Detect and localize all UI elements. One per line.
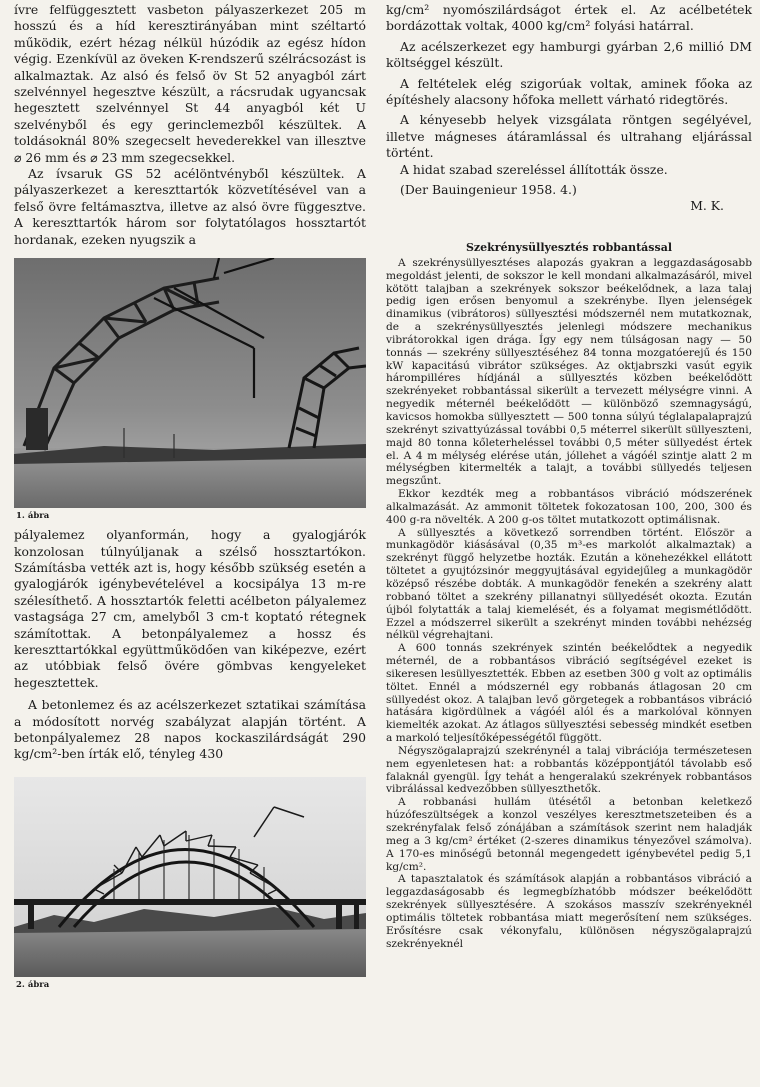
figure-2-photo [14,777,366,977]
article-paragraph: A süllyesztés a következő sorrendben történt. Először a munkagödör kiásásával (0,35 m³-es markolót alkalmaztak) a szekrényt függő helyzetbe hozták. Ezután a könehezékkel ellátott töltetet a gyujtózsinór meggyujtásával egyidejűleg a munkagödör középső részébe dobták. A munkagödör fenekén a szekrény alatt robbanó töltet a szekrény pillanatnyi süllyedését okozta. Ezután újból folytatták a talaj kiemelését, és a folyamat megismétlődött. Ezzel a módszerrel sikerült a szekrényt minden további nehézség nélkül végrehajtani. [386,526,752,642]
left-paragraph-4: A betonlemez és az acélszerkezet sztatikai számítása a módosított norvég szabályzat alapján történt. A betonpályalemez 28 napos kockaszilárdságát 290 kg/cm²-ben írták elő, tényleg 430 [14,697,366,762]
figure-1-caption: 1. ábra [16,511,50,522]
left-column [14,0,366,996]
article-paragraph: A tapasztalatok és számítások alapján a robbantásos vibráció a leggazdaságosabb és legmegbízhatóbb módszer beékelődött szekrények süllyesztésére. A szokásos masszív szekrényeknél optimális töltetek robbantása miatt megerősítení nem szükséges. Erősítésre csak vékonyfalu, különösen négyszögalaprajzú szekrényeknél [386,873,752,950]
article-paragraph: Négyszögalaprajzú szekrénynél a talaj vibrációja természetesen nem egyenletesen hat: a robbantás középpontjától távolabb eső falaknál gyengül. Így tehát a hengeralakú szekrények robbantásos vibrálással kedvezőbben süllyeszthetők. [386,744,752,796]
left-paragraph-3: pályalemez olyanformán, hogy a gyalogjárók konzolosan túlnyúljanak a szélső hossztartókon. Számításba vették azt is, hogy később szükség esetén a gyalogjárók igénybevételével a kocsipálya 13 m-re szélesíthető. A hossztartók feletti acélbeton pályalemez vastagsága 27 cm, amelyből 3 cm-t koptató rétegnek számítottak. A betonpályalemez a hossz és kereszttartókkal együttműködően van kiképezve, ezért az utóbbiak felső övére gömbvas kengyeleket hegesztettek. [14,527,366,690]
left-paragraph-2: Az ívsaruk GS 52 acélöntvényből készültek. A pályaszerkezet a kereszttartók közvetítésével van a felső övre feltámasztva, illetve az alsó övre függesztve. A kereszttartók három sor folytatólagos hossztartót hordanak, ezeken nyugszik a [14,166,366,247]
article-paragraph: A robbanási hullám ütésétől a betonban keletkező húzófeszültségek a konzol veszélyes keresztmetszeteiben és a szekrényfalak felső zónájában a számítások szerint nem haladják meg a 3 kg/cm² értéket (2-szeres dinamikus tényezővel számolva). A 170-es minőségű betonnál megengedett igénybevétel pedig 5,1 kg/cm². [386,796,752,873]
article-title: Szekrénysüllyesztés robbantással [465,240,672,254]
figure-2-caption: 2. ábra [16,979,50,990]
author-initials: M. K. [690,198,724,214]
right-column [386,0,752,950]
article-body [386,257,752,951]
right-paragraph-5: A hidat szabad szereléssel állították össze. [400,161,668,177]
figure-1-photo [14,258,366,508]
bridge-construction-photo-1 [14,258,366,508]
left-paragraph-1: ívre felfüggesztett vasbeton pályaszerkezet 205 m hosszú és a híd keresztirányában mint széltartó működik, ezért hézag nélkül húzódik az egész hídon végig. Ezenkívül az öveken K-rendszerű szélrácsozást is alkalmaztak. Az alsó és felső öv St 52 anyagból zárt szelvénnyel hegesztve készült, a rácsrudak ugyancsak hegesztett szelvénnyel St 44 anyagból két U szelvényből és egy gerinclemezből készültek. A toldásoknál 80% szegecselt hevederekkel van illesztve ⌀ 26 mm és ⌀ 23 mm szegecsekkel. [14,2,366,165]
article-paragraph: Ekkor kezdték meg a robbantásos vibráció módszerének alkalmazását. Az ammonit töltetek fokozatosan 100, 200, 300 és 400 g-ra növelték. A 200 g-os töltet mutatkozott optimálisnak. [386,488,752,526]
right-paragraph-3: A feltételek elég szigorúak voltak, aminek főoka az építéshely alacsony hőfoka mellett várható ridegtörés. [386,75,752,108]
article-paragraph: A 600 tonnás szekrények szintén beékelődtek a negyedik méternél, de a robbantásos vibráció segítségével ezeket is sikeresen lesüllyesztették. Ebben az esetben 300 g volt az optimális töltet. Ennél a módszernél egy robbanás átlagosan 20 cm süllyedést okoz. A talajban levő görgetegek a robbantásos vibráció hatására kigördülnek a vágóél alól és a markolóval könnyen kiemelték azokat. Az átlagos süllyesztési sebesség mindkét esetben a markoló teljesítőképességétől függött. [386,642,752,745]
right-paragraph-2: Az acélszerkezet egy hamburgi gyárban 2,6 millió DM költséggel készült. [386,38,752,71]
article-paragraph: A szekrénysüllyesztéses alapozás gyakran a leggazdaságosabb megoldást jelenti, de sokszor le kell mondani alkalmazásáról, mivel kötött talajban a szekrények sokszor beékelődnek, a laza talaj pedig igen erősen benyomul a szekrénybe. Ilyen jelenségek dinamikus (vibrátoros) süllyesztési módszernél nem mutatkoznak, de a szekrénysüllyesztés jelenlegi módszere mechanikus vibrátorokkal igen drága. Így egy nem túlságosan nagy — 50 tonnás — szekrény süllyesztéséhez 84 tonna mozgatóerejű és 150 kW kapacitású vibrátor szükséges. Az oktjabrszki vasút egyik hárompilléres hídjánál a süllyesztés közben beékelődött szekrényeket robbantással sikerült a tervezett mélységre vinni. A negyedik méternél beékelődött — különböző szemnagyságú, kavicsos homokba süllyesztett — 500 tonna súlyú téglalapalaprajzú szekrényt szivattyúzással további 0,5 méterrel sikerült süllyeszteni, majd 80 tonna kőleterheléssel további 0,5 méter süllyedést értek el. A 4 m mélység elérése után, jóllehet a vágóél szintje alatt 2 m mélységben kitermelték a talajt, a további süllyedés teljesen megszűnt. [386,256,752,488]
right-paragraph-4: A kényesebb helyek vizsgálata röntgen segélyével, illetve mágneses átáramlással és ultrahang eljárással történt. [386,112,752,161]
source-citation: (Der Bauingenieur 1958. 4.) [400,182,577,198]
right-paragraph-1: kg/cm² nyomószilárdságot értek el. Az acélbetétek bordázottak voltak, 4000 kg/cm² folyási határral. [386,2,752,34]
bridge-arch-photo-2 [14,777,366,977]
